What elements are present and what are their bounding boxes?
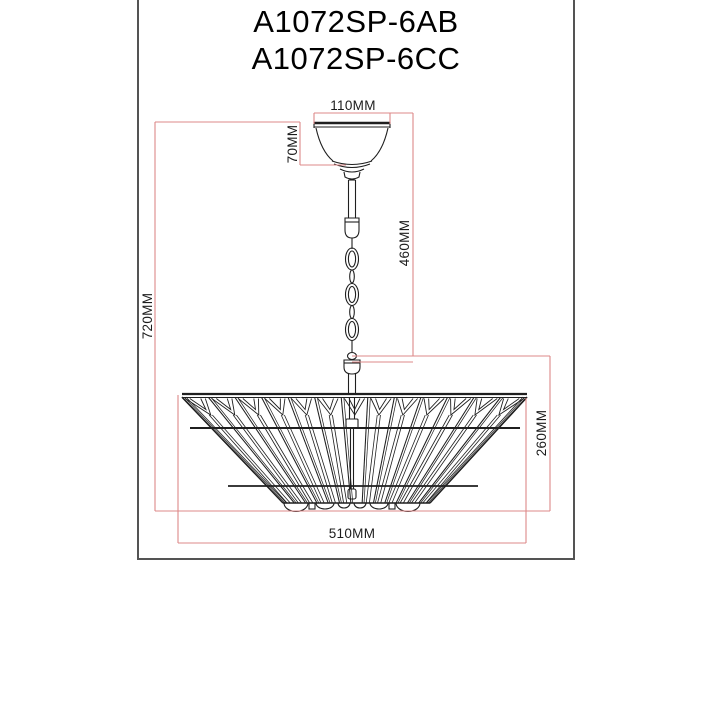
dim-label-shade-height: 260MM (534, 409, 549, 457)
dimension-total-height (140, 122, 550, 511)
dim-label-shade-diameter: 510MM (328, 526, 376, 541)
dim-label-total-height: 720MM (140, 292, 155, 340)
fixture-line-art (182, 122, 527, 512)
model-number-1: A1072SP-6AB (253, 4, 459, 39)
dim-label-suspension-length: 460MM (397, 219, 412, 267)
dimension-shade-diameter (178, 395, 526, 543)
dimension-canopy-width (314, 98, 390, 124)
model-number-2: A1072SP-6CC (251, 41, 461, 76)
dimension-suspension-length (352, 113, 550, 362)
dimension-shade-height (534, 356, 550, 511)
dimension-annotations (140, 98, 550, 543)
shade-bottom-cups (284, 503, 420, 512)
shade-drawing (182, 394, 527, 512)
dim-label-canopy-width: 110MM (330, 98, 376, 113)
dimension-canopy-height (285, 122, 346, 165)
canopy-drawing (314, 122, 390, 179)
dim-label-canopy-height: 70MM (285, 124, 300, 164)
